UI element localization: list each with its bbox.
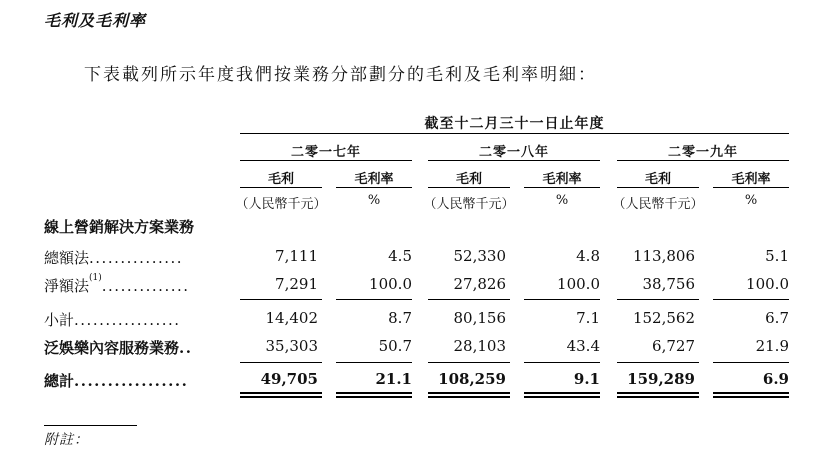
- col-margin-2017: 毛利率: [354, 172, 394, 187]
- year-2018: 二零一八年: [478, 145, 549, 160]
- table-cell: 4.5: [388, 247, 412, 265]
- table-cell: 108,259: [438, 370, 506, 388]
- year-rule: [428, 160, 600, 161]
- double-rule: [240, 392, 322, 398]
- row-label-total: [44, 370, 188, 391]
- col-rule: [524, 187, 600, 188]
- year-2019: 二零一九年: [667, 145, 738, 160]
- row-label-net-method: [44, 275, 190, 296]
- col-margin-2018: 毛利率: [542, 172, 582, 187]
- col-rule: [336, 187, 412, 188]
- col-rule: [713, 187, 789, 188]
- table-cell: 21.1: [375, 370, 412, 388]
- row-label-text: 總計: [44, 372, 75, 390]
- subtotal-rule: [336, 299, 412, 300]
- leader-dots: ...............: [89, 249, 184, 267]
- subtotal-rule: [240, 299, 322, 300]
- unit-margin-2018: %: [555, 193, 569, 208]
- col-gross-profit-2017: 毛利: [267, 172, 294, 187]
- table-cell: 6.7: [765, 309, 789, 327]
- table-cell: 4.8: [576, 247, 600, 265]
- total-rule: [617, 362, 699, 363]
- table-cell: 113,806: [632, 247, 695, 265]
- table-cell: 8.7: [388, 309, 412, 327]
- total-rule: [240, 362, 322, 363]
- table-cell: 14,402: [265, 309, 318, 327]
- table-cell: 80,156: [453, 309, 506, 327]
- leader-dots: .................: [74, 311, 181, 329]
- total-rule: [428, 362, 510, 363]
- double-rule: [336, 392, 412, 398]
- leader-dots: .................: [74, 372, 189, 390]
- table-cell: 5.1: [765, 247, 789, 265]
- double-rule: [428, 392, 510, 398]
- table-cell: 100.0: [557, 275, 600, 293]
- row-label-text: 小計: [44, 311, 75, 329]
- row-label-text: 泛娛樂內容服務業務: [44, 339, 180, 357]
- table-cell: 9.1: [573, 370, 600, 388]
- unit-margin-2019: %: [744, 193, 758, 208]
- year-2017: 二零一七年: [290, 145, 361, 160]
- table-cell: 100.0: [746, 275, 789, 293]
- table-cell: 28,103: [453, 337, 506, 355]
- table-cell: 100.0: [369, 275, 412, 293]
- subtotal-rule: [524, 299, 600, 300]
- col-rule: [617, 187, 699, 188]
- col-margin-2019: 毛利率: [731, 172, 771, 187]
- table-cell: 152,562: [632, 309, 695, 327]
- period-rule: [240, 133, 789, 134]
- section-heading: 毛利及毛利率: [44, 11, 147, 30]
- table-cell: 27,826: [453, 275, 506, 293]
- subtotal-rule: [617, 299, 699, 300]
- leader-dots: ..............: [101, 277, 190, 295]
- footnote-ref-1: (1): [89, 273, 102, 283]
- col-gross-profit-2018: 毛利: [455, 172, 482, 187]
- row-label-subtotal: [44, 309, 181, 330]
- subtotal-rule: [713, 299, 789, 300]
- table-cell: 38,756: [642, 275, 695, 293]
- table-cell: 7,291: [275, 275, 318, 293]
- double-rule: [713, 392, 789, 398]
- unit-margin-2017: %: [367, 193, 381, 208]
- unit-gross-profit-2018: （人民幣千元）: [423, 197, 515, 212]
- intro-paragraph: 下表載列所示年度我們按業務分部劃分的毛利及毛利率明細：: [84, 65, 597, 85]
- double-rule: [617, 392, 699, 398]
- col-rule: [428, 187, 510, 188]
- footnote-rule: [44, 425, 137, 426]
- row-label-entertainment: [44, 337, 192, 358]
- subtotal-rule: [428, 299, 510, 300]
- table-cell: 159,289: [627, 370, 695, 388]
- double-rule: [524, 392, 600, 398]
- year-rule: [617, 160, 789, 161]
- total-rule: [336, 362, 412, 363]
- footnote-label: 附註：: [44, 432, 89, 448]
- table-cell: 7.1: [576, 309, 600, 327]
- table-cell: 7,111: [275, 247, 318, 265]
- row-label-gross-method: [44, 247, 183, 268]
- table-cell: 35,303: [265, 337, 318, 355]
- unit-gross-profit-2019: （人民幣千元）: [612, 197, 704, 212]
- total-rule: [524, 362, 600, 363]
- table-cell: 6.9: [762, 370, 789, 388]
- unit-gross-profit-2017: （人民幣千元）: [235, 197, 327, 212]
- table-cell: 49,705: [260, 370, 318, 388]
- table-cell: 52,330: [453, 247, 506, 265]
- year-rule: [240, 160, 412, 161]
- row-label-text: 總額法: [44, 249, 90, 267]
- table-cell: 6,727: [652, 337, 695, 355]
- table-cell: 43.4: [566, 337, 600, 355]
- row-label-text: 淨額法: [44, 277, 90, 295]
- table-cell: 21.9: [755, 337, 789, 355]
- leader-dots: ..: [179, 339, 193, 357]
- col-gross-profit-2019: 毛利: [644, 172, 671, 187]
- table-cell: 50.7: [378, 337, 412, 355]
- period-header: 截至十二月三十一日止年度: [424, 116, 605, 132]
- col-rule: [240, 187, 322, 188]
- row-label-online-marketing: 線上營銷解決方案業務: [44, 218, 195, 236]
- total-rule: [713, 362, 789, 363]
